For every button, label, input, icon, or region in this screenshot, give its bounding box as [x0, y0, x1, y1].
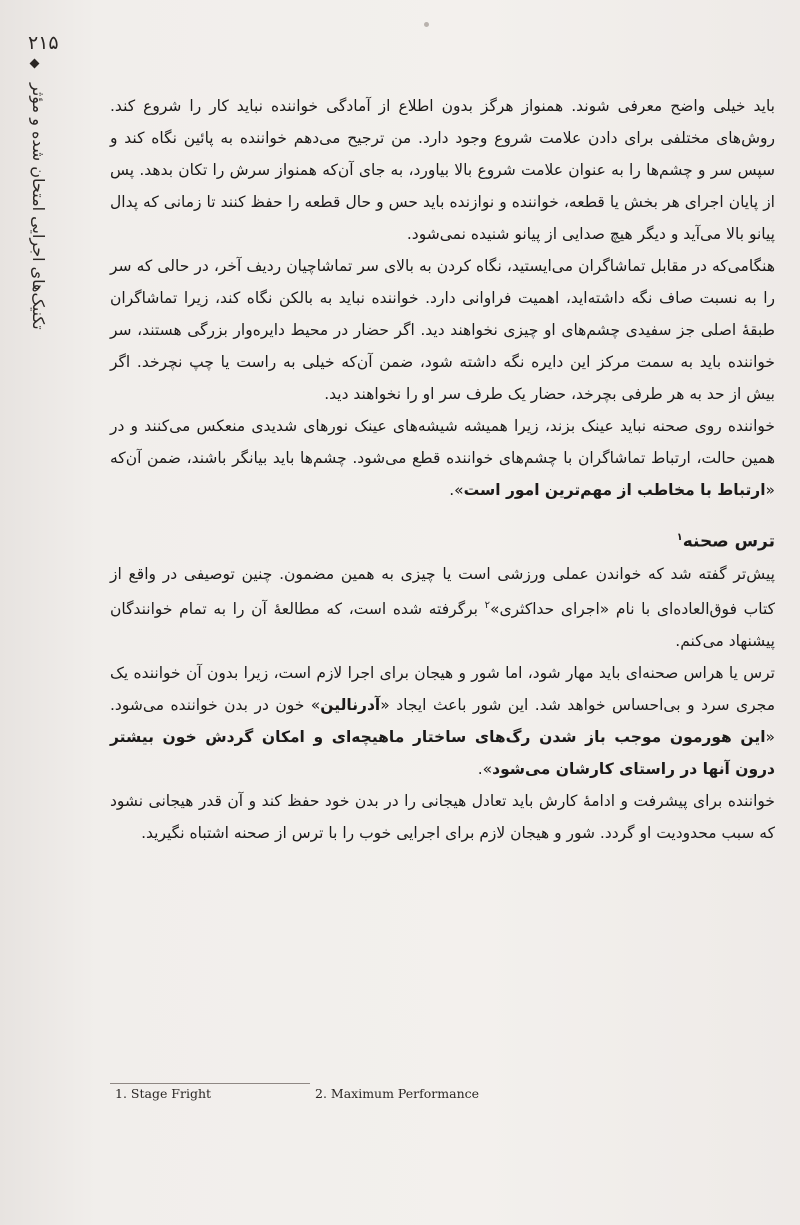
diamond-ornament-icon	[30, 59, 40, 69]
section-paragraph-2	[110, 657, 775, 785]
section-paragraph-1-start: پیش‌تر گفته شد که خواندن عملی ورزشی است یا چیزی به همین مضمون. چنین توصیفی در واقع از کتاب فوق‌العاده‌ای با نام «اجرای حداکثری»	[110, 564, 775, 618]
footnote-2: 2. Maximum Performance	[315, 1086, 480, 1101]
footnote-1: 1. Stage Fright	[115, 1086, 212, 1101]
bold-phrase-hormone: این هورمون موجب باز شدن رگ‌های ساختار ماهیچه‌ای و امکان گردش خون بیشتر درون آنها در راستای کارشان می‌شود	[110, 727, 775, 778]
page-speck	[424, 22, 429, 27]
body-text	[110, 90, 775, 849]
section-paragraph-2-start: ترس یا هراس صحنه‌ای باید مهار شود، اما شور و هیجان برای اجرا لازم است، زیرا بدون آن خواننده یک مجری سرد و بی‌احساس خواهد شد. این شور باعث ایجاد «	[110, 663, 775, 714]
running-head: تکنیک‌های اجرایی امتحان شده و مؤثر	[29, 83, 48, 330]
bold-adrenaline: آدرنالین	[320, 695, 381, 714]
section-paragraph-2-mid: » خون در بدن خواننده می‌شود. «	[110, 695, 775, 746]
section-paragraph-1	[110, 558, 775, 657]
paragraph-2: هنگامی‌که در مقابل تماشاگران می‌ایستید، نگاه کردن به بالای سر تماشاچیان ردیف آخر، در حالی که سر را به نسبت صاف نگه داشته‌اید، اهمیت فراوانی دارد. خواننده نباید به بالکن نگاه کند، زیرا تماشاگران طبقهٔ اصلی جز سفیدی چشم‌های او چیزی نخواهند دید. اگر حضار در محیط دایره‌وار بزرگی هستند، سر خواننده باید به سمت مرکز این دایره نگه داشته شود، ضمن آن‌که خیلی به راست یا چپ نچرخد. اگر بیش از حد به هر طرفی بچرخد، حضار یک طرف سر او را نخواهند دید.	[110, 257, 775, 403]
paragraph-1: باید خیلی واضح معرفی شوند. همنواز هرگز بدون اطلاع از آمادگی خواننده نباید کار را شروع کند. روش‌های مختلفی برای دادن علامت شروع وجود دارد. من ترجیح می‌دهم خواننده به پائین نگاه کند و سپس سر و چشم‌ها را به عنوان علامت شروع بالا بیاورد، به جای آن‌که همنواز سرش را تکان بدهد. پس از پایان اجرای هر بخش یا قطعه، خواننده و نوازنده باید حس و حال قطعه را حفظ کنند تا زمانی که پدال پیانو بالا می‌آید و دیگر هیچ صدایی از پیانو شنیده نمی‌شود.	[110, 97, 775, 243]
page-number: ۲۱۵	[28, 32, 59, 54]
closing-quote-2: ».	[477, 759, 493, 778]
bold-phrase-audience: ارتباط با مخاطب از مهم‌ترین امور است	[463, 481, 766, 499]
footnote-divider	[110, 1083, 310, 1084]
paragraph-3	[110, 410, 775, 506]
section-paragraph-3: خواننده برای پیشرفت و ادامهٔ کارش باید تعادل هیجانی را در بدن خود حفظ کند و آن قدر هیجانی نشود که سبب محدودیت او گردد. شور و هیجان لازم برای اجرایی خوب را با ترس از صحنه اشتباه نگیرید.	[110, 791, 775, 842]
section-paragraph-1-end: برگرفته شده است، که مطالعهٔ آن را به تمام خوانندگان پیشنهاد می‌کنم.	[110, 599, 775, 650]
paragraph-3-text: خواننده روی صحنه نباید عینک بزند، زیرا همیشه شیشه‌های عینک نورهای شدیدی منعکس می‌کنند و در همین حالت، ارتباط تماشاگران با چشم‌های خواننده قطع می‌شود. چشم‌ها باید بیانگر باشند، ضمن آن‌که «	[110, 417, 775, 499]
closing-quote-1: ».	[449, 481, 464, 499]
section-title: ترس صحنه	[682, 531, 775, 552]
section-heading	[110, 522, 775, 558]
section-footnote-marker: ۱	[676, 532, 683, 543]
footnote-marker-2: ۲	[484, 599, 490, 611]
